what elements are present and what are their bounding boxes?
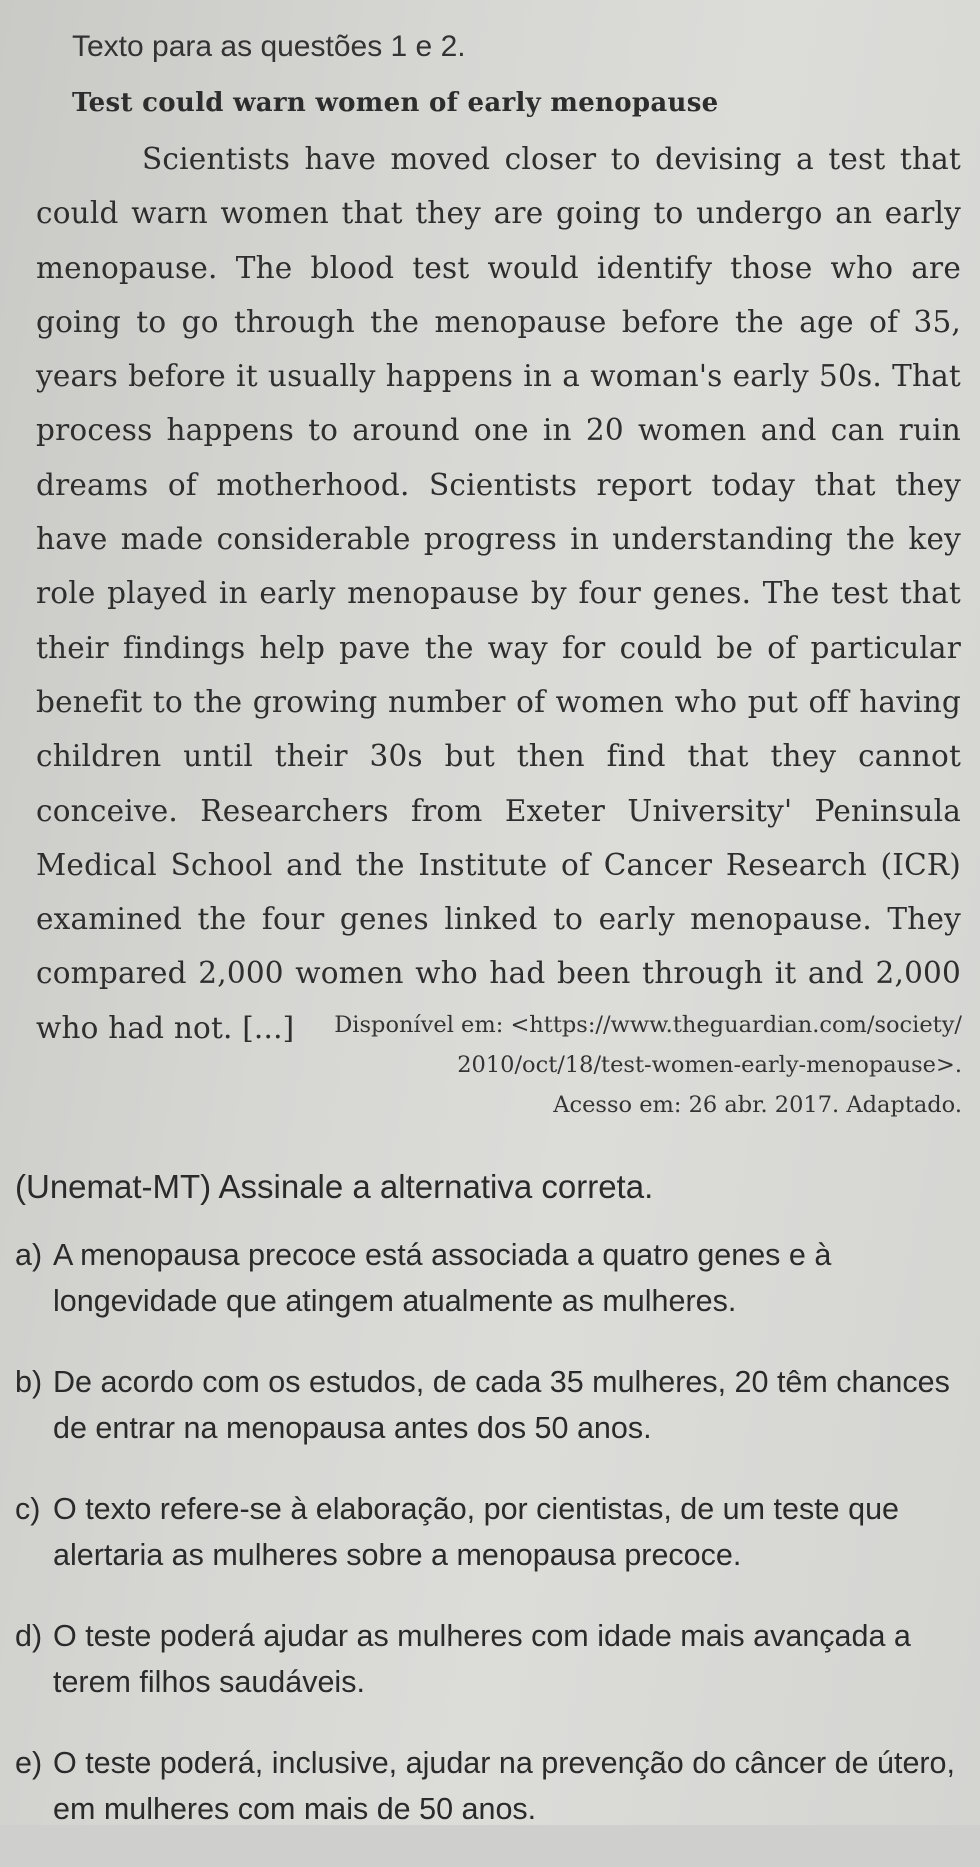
option-letter: c) (15, 1492, 41, 1526)
option-a (15, 1232, 960, 1324)
option-letter: e) (15, 1746, 43, 1780)
answer-options (15, 1232, 960, 1867)
option-e (15, 1740, 960, 1832)
option-letter: a) (15, 1238, 43, 1272)
question-prompt: (Unemat-MT) Assinale a alternativa correta. (15, 1168, 654, 1205)
option-c (15, 1486, 960, 1578)
option-text: A menopausa precoce está associada a quatro genes e à longevidade que atingem atualmente as mulheres. (53, 1238, 832, 1318)
section-header: Texto para as questões 1 e 2. (72, 30, 466, 63)
option-text: O teste poderá ajudar as mulheres com idade mais avançada a terem filhos saudáveis. (53, 1619, 911, 1699)
option-text: De acordo com os estudos, de cada 35 mulheres, 20 têm chances de entrar na menopausa antes dos 50 anos. (53, 1365, 950, 1445)
source-citation (202, 1005, 962, 1125)
source-line: Acesso em: 26 abr. 2017. Adaptado. (553, 1092, 962, 1118)
source-line: Disponível em: <https://www.theguardian.com/society/ (334, 1012, 962, 1038)
article-body: Scientists have moved closer to devising a test that could warn women that they are going to undergo an early menopause. The blood test would identify those who are going to go through the menopause before the age of 35, years before it usually happens in a woman's early 50s. That process happens to around one in 20 women and can ruin dreams of motherhood. Scientists report today that they have made considerable progress in understanding the key role played in early menopause by four genes. The test that their findings help pave the way for could be of particular benefit to the growing number of women who put off having children until their 30s but then find that they cannot conceive. Researchers from Exeter University' Peninsula Medical School and the Institute of Cancer Research (ICR) examined the four genes linked to early menopause. They compared 2,000 women who had been through it and 2,000 who had not. [...] (36, 142, 961, 1045)
option-d (15, 1613, 960, 1705)
option-text: O texto refere-se à elaboração, por cientistas, de um teste que alertaria as mulheres sobre a menopausa precoce. (53, 1492, 899, 1572)
option-b (15, 1359, 960, 1451)
source-line: 2010/oct/18/test-women-early-menopause>. (457, 1052, 962, 1078)
option-text: O teste poderá, inclusive, ajudar na prevenção do câncer de útero, em mulheres com mais de 50 anos. (53, 1746, 955, 1826)
article-title: Test could warn women of early menopause (72, 88, 719, 118)
option-letter: d) (15, 1619, 43, 1653)
option-letter: b) (15, 1365, 43, 1399)
